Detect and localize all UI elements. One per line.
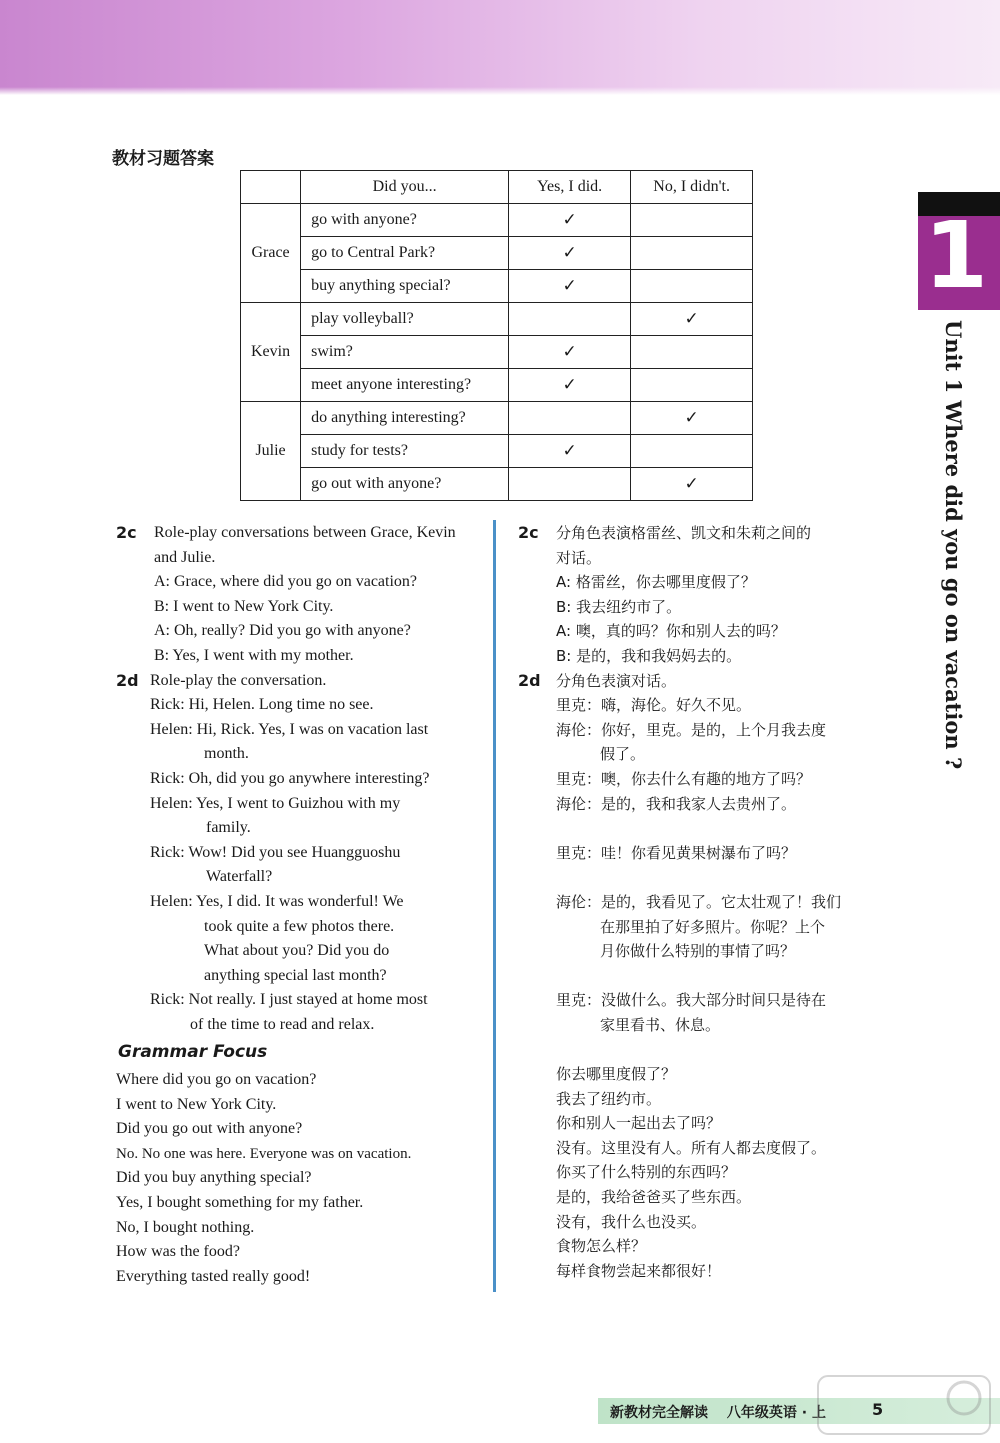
grammar-line-zh: 每样食物尝起来都很好！	[556, 1262, 722, 1280]
text-line: Role-play conversations between Grace, Kevin	[154, 524, 456, 541]
no-cell: ✓	[631, 303, 753, 336]
no-cell	[631, 336, 753, 369]
grammar-line: I went to New York City.	[116, 1096, 277, 1113]
grammar-focus-title: Grammar Focus	[118, 1042, 268, 1062]
table-row	[241, 369, 753, 402]
text-line: 对话。	[556, 549, 602, 567]
grammar-line-zh: 没有，我什么也没买。	[556, 1213, 707, 1231]
text-line: 分角色表演对话。	[556, 672, 677, 690]
text-line: Helen: Yes, I went to Guizhou with my	[150, 795, 401, 812]
grammar-line-zh: 你去哪里度假了？	[556, 1065, 677, 1083]
column-divider	[493, 520, 496, 1292]
grammar-line-zh: 食物怎么样？	[556, 1237, 647, 1255]
table-header-cell: Yes, I did.	[509, 171, 631, 204]
activity-cell: buy anything special?	[301, 270, 509, 303]
watermark-logo	[814, 1372, 994, 1438]
text-line: B: 我去纽约市了。	[556, 598, 682, 616]
table-row	[241, 468, 753, 501]
text-line: Role-play the conversation.	[150, 672, 327, 689]
grammar-line: Yes, I bought something for my father.	[116, 1194, 364, 1211]
grammar-line: How was the food?	[116, 1243, 240, 1260]
activity-cell: study for tests?	[301, 435, 509, 468]
yes-cell: ✓	[509, 237, 631, 270]
table-row	[241, 270, 753, 303]
activity-cell: go to Central Park?	[301, 237, 509, 270]
text-line: Rick: Not really. I just stayed at home most	[150, 991, 428, 1008]
no-cell	[631, 237, 753, 270]
grammar-line: Where did you go on vacation?	[116, 1071, 317, 1088]
text-line: 里克：哇！你看见黄果树瀑布了吗？	[556, 844, 797, 862]
grammar-line: Did you buy anything special?	[116, 1169, 312, 1186]
footer-book-title: 新教材完全解读	[610, 1405, 708, 1421]
footer-grade-subject: 八年级英语 · 上	[726, 1405, 826, 1421]
text-line: A: 格雷丝，你去哪里度假了？	[556, 573, 756, 591]
text-line: of the time to read and relax.	[190, 1016, 375, 1033]
no-cell	[631, 204, 753, 237]
grammar-line-zh: 你买了什么特别的东西吗？	[556, 1163, 737, 1181]
text-line: 海伦：你好，里克。是的，上个月我去度	[556, 721, 827, 739]
activity-cell: meet anyone interesting?	[301, 369, 509, 402]
no-cell	[631, 435, 753, 468]
text-line: 家里看书、休息。	[600, 1016, 721, 1034]
text-line: and Julie.	[154, 549, 216, 566]
table-row	[241, 303, 753, 336]
no-cell	[631, 369, 753, 402]
no-cell: ✓	[631, 468, 753, 501]
unit-title-vertical: Unit 1 Where did you go on vacation ?	[941, 320, 966, 770]
activity-cell: go out with anyone?	[301, 468, 509, 501]
activity-cell: swim?	[301, 336, 509, 369]
text-line: 里克：嗨，海伦。好久不见。	[556, 696, 752, 714]
text-line: 分角色表演格雷丝、凯文和朱莉之间的	[556, 524, 812, 542]
text-line: anything special last month?	[204, 967, 387, 984]
exercise-label-2c-zh: 2c	[518, 523, 539, 542]
text-line: 里克：噢，你去什么有趣的地方了吗？	[556, 770, 812, 788]
grammar-line: Did you go out with anyone?	[116, 1120, 303, 1137]
text-line: month.	[204, 745, 249, 762]
text-line: A: 噢，真的吗？你和别人去的吗？	[556, 622, 786, 640]
text-line: Rick: Hi, Helen. Long time no see.	[150, 696, 374, 713]
yes-cell: ✓	[509, 270, 631, 303]
table-row	[241, 336, 753, 369]
text-line: B: I went to New York City.	[154, 598, 334, 615]
unit-number: 1	[924, 202, 989, 309]
decorative-top-band	[0, 0, 1000, 95]
text-line: What about you? Did you do	[204, 942, 390, 959]
activity-cell: do anything interesting?	[301, 402, 509, 435]
section-title: 教材习题答案	[112, 149, 214, 169]
text-line: family.	[206, 819, 251, 836]
grammar-line: Everything tasted really good!	[116, 1268, 311, 1285]
text-line: 假了。	[600, 745, 646, 763]
person-name-cell: Grace	[241, 204, 301, 303]
grammar-line-zh: 你和别人一起出去了吗？	[556, 1114, 722, 1132]
text-line: Rick: Oh, did you go anywhere interesting?	[150, 770, 430, 787]
exercise-label-2d: 2d	[116, 671, 139, 690]
no-cell: ✓	[631, 402, 753, 435]
text-line: B: 是的，我和我妈妈去的。	[556, 647, 742, 665]
activity-cell: go with anyone?	[301, 204, 509, 237]
table-row	[241, 237, 753, 270]
page-number: 5	[872, 1400, 884, 1419]
exercise-label-2c: 2c	[116, 523, 137, 542]
yes-cell	[509, 402, 631, 435]
grammar-line-zh: 我去了纽约市。	[556, 1090, 662, 1108]
yes-cell	[509, 468, 631, 501]
grammar-line: No, I bought nothing.	[116, 1219, 255, 1236]
activity-cell: play volleyball?	[301, 303, 509, 336]
table-header-cell	[241, 171, 301, 204]
text-line: Rick: Wow! Did you see Huangguoshu	[150, 844, 401, 861]
person-name-cell: Julie	[241, 402, 301, 501]
text-line: took quite a few photos there.	[204, 918, 395, 935]
table-header-cell: No, I didn't.	[631, 171, 753, 204]
text-line: 海伦：是的，我看见了。它太壮观了！我们	[556, 893, 842, 911]
grammar-line-zh: 是的，我给爸爸买了些东西。	[556, 1188, 752, 1206]
table-row	[241, 435, 753, 468]
text-line: A: Oh, really? Did you go with anyone?	[154, 622, 411, 639]
yes-cell	[509, 303, 631, 336]
no-cell	[631, 270, 753, 303]
text-line: 月你做什么特别的事情了吗？	[600, 942, 796, 960]
grammar-line: No. No one was here. Everyone was on vacation.	[116, 1146, 412, 1162]
yes-cell: ✓	[509, 369, 631, 402]
yes-cell: ✓	[509, 336, 631, 369]
text-line: Helen: Hi, Rick. Yes, I was on vacation last	[150, 721, 429, 738]
yes-cell: ✓	[509, 204, 631, 237]
person-name-cell: Kevin	[241, 303, 301, 402]
table-header-cell: Did you...	[301, 171, 509, 204]
watermark-icon	[814, 1372, 994, 1438]
yes-cell: ✓	[509, 435, 631, 468]
text-line: Waterfall?	[206, 868, 273, 885]
answer-table	[240, 170, 753, 501]
table-row	[241, 402, 753, 435]
table-row	[241, 204, 753, 237]
text-line: A: Grace, where did you go on vacation?	[154, 573, 418, 590]
text-line: Helen: Yes, I did. It was wonderful! We	[150, 893, 404, 910]
exercise-label-2d-zh: 2d	[518, 671, 541, 690]
text-line: 在那里拍了好多照片。你呢？上个	[600, 918, 826, 936]
text-line: 海伦：是的，我和我家人去贵州了。	[556, 795, 797, 813]
text-line: 里克：没做什么。我大部分时间只是待在	[556, 991, 827, 1009]
table-header-row	[241, 171, 753, 204]
text-line: B: Yes, I went with my mother.	[154, 647, 354, 664]
grammar-line-zh: 没有。这里没有人。所有人都去度假了。	[556, 1139, 827, 1157]
footer-book-info	[610, 1402, 826, 1422]
